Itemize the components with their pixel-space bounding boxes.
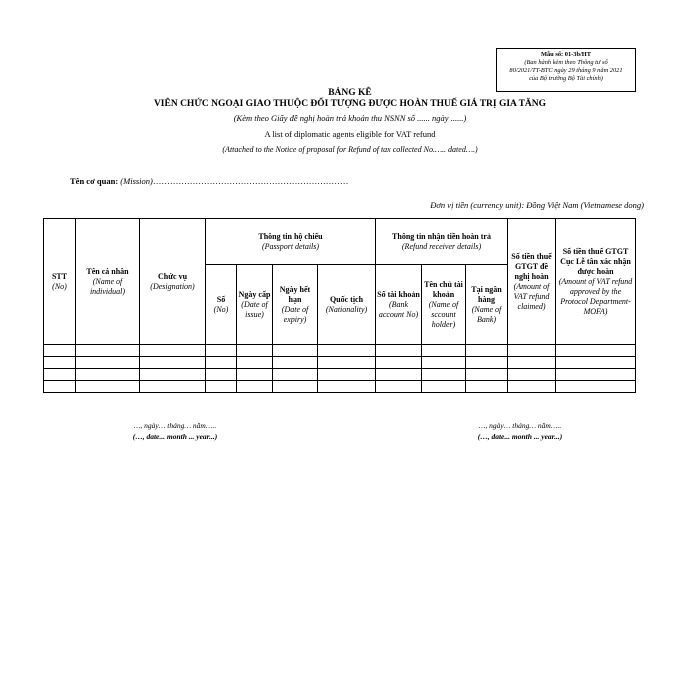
table-cell — [318, 369, 376, 381]
right-date-vi: …, ngày… tháng… năm….. — [478, 421, 562, 430]
table-row — [44, 345, 636, 357]
form-code-prefix: Mẫu số: — [540, 51, 564, 58]
table-cell — [318, 381, 376, 393]
form-code-box — [496, 48, 636, 92]
table-cell — [237, 345, 273, 357]
table-cell — [206, 369, 237, 381]
right-date-en: (…, date... month ... year...) — [477, 432, 563, 441]
mission-line — [70, 176, 348, 186]
page-title: BẢNG KÊ — [328, 88, 372, 98]
header-bank: Tại ngân hàng (Name of Bank) — [466, 265, 508, 345]
table-cell — [206, 357, 237, 369]
form-issued-line1: (Ban hành kèm theo Thông tư số — [524, 59, 608, 66]
header-approved: Số tiền thuế GTGT Cục Lễ tân xác nhận được hoàn (Amount of VAT refund approved by the Protocol Department-MOFA) — [556, 219, 636, 345]
header-passport-nationality: Quốc tịch (Nationality) — [318, 265, 376, 345]
header-passport: Thông tin hộ chiếu (Passport details) — [206, 219, 376, 265]
header-passport-expiry: Ngày hết hạn (Date of expiry) — [273, 265, 318, 345]
form-code: 01-3b/HT — [564, 51, 592, 58]
mission-dots: …………………………………………………………… — [152, 176, 349, 186]
table-cell — [466, 357, 508, 369]
table-cell — [466, 381, 508, 393]
mission-label-en: (Mission) — [120, 176, 153, 186]
table-cell — [422, 345, 466, 357]
signature-date-right — [430, 420, 610, 442]
table-cell — [140, 369, 206, 381]
header-account-no: Số tài khoản (Bank account No) — [376, 265, 422, 345]
table-cell — [237, 357, 273, 369]
table-cell — [556, 381, 636, 393]
form-issued-line2: 80/2021/TT-BTC ngày 29 tháng 9 năm 2021 — [509, 67, 623, 74]
table-cell — [44, 345, 76, 357]
table-row — [44, 369, 636, 381]
table-cell — [466, 345, 508, 357]
table-cell — [76, 369, 140, 381]
mission-label: Tên cơ quan: — [70, 176, 119, 186]
table-row — [44, 381, 636, 393]
table-cell — [376, 357, 422, 369]
diplomat-table — [43, 218, 636, 393]
header-claimed: Số tiền thuế GTGT đề nghị hoàn (Amount of VAT refund claimed) — [508, 219, 556, 345]
table-cell — [273, 357, 318, 369]
table-cell — [44, 381, 76, 393]
table-cell — [556, 345, 636, 357]
form-issued-line3: của Bộ trưởng Bộ Tài chính) — [529, 75, 603, 82]
table-cell — [376, 369, 422, 381]
table-cell — [140, 345, 206, 357]
table-cell — [44, 357, 76, 369]
table-cell — [273, 345, 318, 357]
table-cell — [422, 381, 466, 393]
left-date-en: (…, date... month ... year...) — [132, 432, 218, 441]
table-cell — [318, 345, 376, 357]
table-cell — [508, 369, 556, 381]
header-receiver: Thông tin nhận tiền hoàn trả (Refund receiver details) — [376, 219, 508, 265]
currency-unit: Đơn vị tiền (currency unit): Đồng Việt Nam (Vietnamese dong) — [430, 200, 644, 210]
table-cell — [508, 381, 556, 393]
table-cell — [273, 381, 318, 393]
table-cell — [237, 369, 273, 381]
table-cell — [318, 357, 376, 369]
attached-note-vi: (Kèm theo Giấy đề nghị hoàn trả khoản thu NSNN số ...... ngày ......) — [233, 113, 467, 123]
table-body — [44, 345, 636, 393]
title-en: A list of diplomatic agents eligible for VAT refund — [264, 129, 436, 139]
attached-note-en: (Attached to the Notice of proposal for Refund of tax collected No.….. dated….) — [222, 145, 478, 154]
page-subtitle: VIÊN CHỨC NGOẠI GIAO THUỘC ĐỐI TƯỢNG ĐƯỢC HOÀN THUẾ GIÁ TRỊ GIA TĂNG — [153, 99, 547, 109]
table-cell — [44, 369, 76, 381]
left-date-vi: …, ngày… tháng… năm….. — [133, 421, 217, 430]
table-cell — [273, 369, 318, 381]
table-cell — [556, 369, 636, 381]
table-cell — [466, 369, 508, 381]
header-passport-no: Số (No) — [206, 265, 237, 345]
header-account-holder: Tên chủ tài khoản (Name of sccount holder) — [422, 265, 466, 345]
table-cell — [508, 357, 556, 369]
table-cell — [76, 345, 140, 357]
table-cell — [508, 345, 556, 357]
table-cell — [556, 357, 636, 369]
table-cell — [422, 369, 466, 381]
table-cell — [237, 381, 273, 393]
table-cell — [422, 357, 466, 369]
table-cell — [376, 381, 422, 393]
table-cell — [206, 345, 237, 357]
table-cell — [206, 381, 237, 393]
header-passport-issue: Ngày cấp (Date of issue) — [237, 265, 273, 345]
table-cell — [376, 345, 422, 357]
table-cell — [140, 357, 206, 369]
table-cell — [76, 357, 140, 369]
header-designation: Chức vụ (Designation) — [140, 219, 206, 345]
table-row — [44, 357, 636, 369]
table-cell — [76, 381, 140, 393]
table-cell — [140, 381, 206, 393]
header-name: Tên cá nhân (Name of individual) — [76, 219, 140, 345]
header-stt: STT (No) — [44, 219, 76, 345]
signature-date-left — [85, 420, 265, 442]
